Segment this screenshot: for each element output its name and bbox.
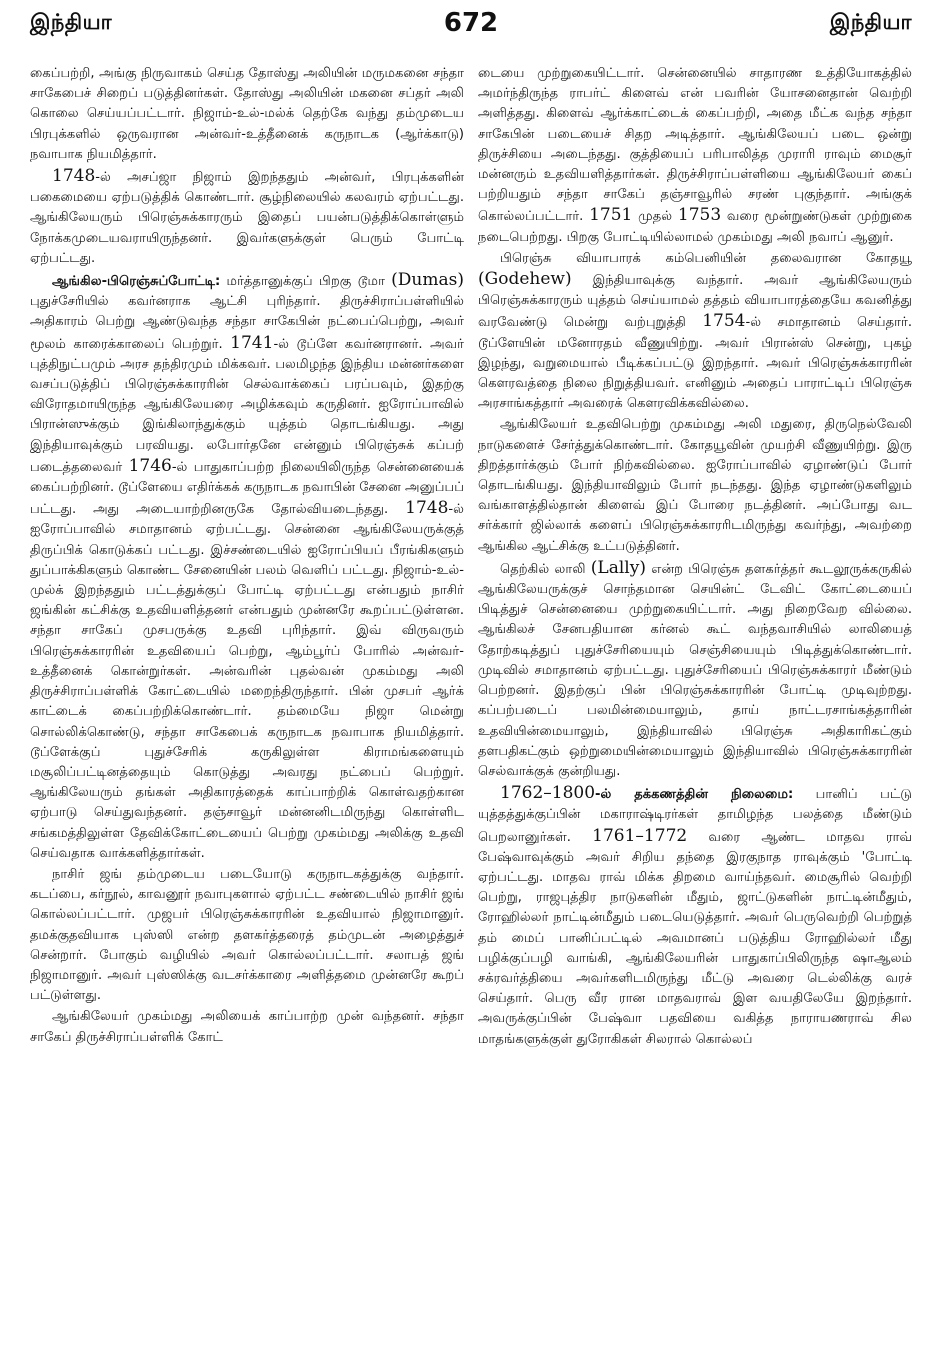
year: 1751 bbox=[589, 205, 633, 226]
year: 1753 bbox=[677, 205, 722, 226]
paragraph bbox=[478, 783, 912, 1050]
section-heading: -ல் தக்கணத்தின் நிலைமை: bbox=[595, 787, 794, 803]
paragraph bbox=[30, 166, 464, 269]
paragraph-text: டையை முற்றுகையிட்டார். சென்னையில் சாதாரண உத்தியோகத்தில் அமர்ந்திருந்த ராபர்ட் கிளைவ் என் பவரின் யோசனைதான் வெற்றி அளித்தது. கிளைவ் ஆர்க்காட்டைக் கைப்பற்றி, அதை மீட்க வந்த சந்தா சாகேபின் படையைச் சிதற அடித்தார். ஆங்கிலேயப் படை ஒன்று திருச்சியை அடைந்தது. குத்தியைப் பரிபாலித்த முராரி ராவும் மைசூர் மன்னரும் உதவியளித்தார்கள். திருச்சிராப்பள்ளியை ஆங்கிலேயர் கைப் பற்றியதும் சந்தா சாகேப் தஞ்சாவூரில் சரண் புகுந்தார். அங்குக் கொல்லப்பட்டார். bbox=[478, 66, 912, 225]
page-number: 672 bbox=[443, 8, 499, 38]
year-range: 1761–1772 bbox=[592, 825, 688, 846]
paragraph: நாசிர் ஜங் தம்முடைய படையோடு கருநாடகத்துக்கு வந்தார். கடப்பை, கர்நூல், காவனூர் நவாபுகளால் ஏற்பட்ட சண்டையில் நாசிர் ஜங் கொல்லப்பட்டார். முஜபர் பிரெஞ்சுக்காரரின் உதவியால் நிஜாமானுர். தமக்குதவியாக புஸ்ஸி என்ற தளகர்த்தரைத் தம்முடன் அழைத்துச் சென்றார். போகும் வழியில் அவர் கொல்லப்பட்டார். சலாபத் ஜங் நிஜாமானுர். அவர் புஸ்ஸிக்கு வடசர்க்காரை அளித்தமை முன்னரே கூறப் பட்டுள்ளது. bbox=[30, 866, 464, 1004]
paragraph-text: முதல் bbox=[632, 209, 678, 225]
paragraph: ஆங்கிலேயர் முகம்மது அலியைக் காப்பாற்ற முன் வந்தனர். சந்தா சாகேப் திருச்சிராப்பள்ளிக் கோட் bbox=[30, 1009, 464, 1045]
year: 1748 bbox=[405, 498, 449, 519]
paragraph-text: -ல் அசப்ஜா நிஜாம் இறந்ததும் அன்வர், பிரபுக்களின் பகைமையை ஏற்படுத்திக் கொண்டார். சூழ்நிலையில் கலவரம் ஏற்பட்டது. ஆங்கிலேயரும் பிரெஞ்சுக்காரரும் இதைப் பயன்படுத்திக்கொள்ளும் நோக்கமுடையவராயிருந்தனர். இவர்களுக்குள் பெரும் போட்டி ஏற்பட்டது. bbox=[30, 170, 464, 266]
right-column bbox=[478, 64, 912, 1356]
paragraph-text: பானிப் பட்டு யுத்தத்துக்குப்பின் மகாராஷ்டிரர்கள் தாமிழந்த பலத்தை மீண்டும் பெறலானுர்கள். bbox=[478, 787, 912, 845]
paragraph-text: என்ற பிரெஞ்சு தளகர்த்தர் கூடலூருக்கருகில் ஆங்கிலேயருக்குச் சொந்தமான செயின்ட் டேவிட் கோட்டையைப் பிடித்துச் சென்னையை முற்றுகையிட்டார். அது நிறைவேற வில்லை. ஆங்கிலச் சேனபதியான கர்னல் கூட் வந்தவாசியில் லாலியைத் தோற்கடித்துப் புதுச்சேரியையும் செஞ்சியையும் பிடித்துக்கொண்டார். முடிவில் சமாதானம் ஏற்பட்டது. புதுச்சேரியைப் பிரெஞ்சுக்காரர் மீண்டும் பெற்றனர். இதற்குப் பின் பிரெஞ்சுக்காரரின் போட்டி முடிவுற்றது. கப்பற்படைப் பலமின்மையாலும், தாய் நாட்டரசாங்கத்தாரின் உதவியின்மையாலும், இந்தியாவில் பிரெஞ்சு அதிகாரிகட்கும் தளபதிகட்கும் ஒற்றுமையின்மையாலும் இந்தியாவில் பிரெஞ்சுக்காரரின் செல்வாக்குக் குன்றியது. bbox=[478, 561, 912, 779]
latin-term: (Lally) bbox=[590, 557, 646, 578]
year-range: 1762–1800 bbox=[500, 783, 596, 804]
paragraph-text: வரை மூன்றுண்டுகள் முற்றுகை நடைபெற்றது. பிறகு போட்டியில்லாமல் முகம்மது அலி நவாப் ஆனுர். bbox=[478, 209, 912, 245]
year: 1748 bbox=[52, 166, 96, 187]
paragraph-text: பிரெஞ்சு வியாபாரக் கம்பெனியின் தலைவரான கோதயூ bbox=[500, 250, 912, 266]
paragraph-text: தெற்கில் லாலி bbox=[500, 561, 591, 577]
paragraph-text: -ல் டூப்ளே கவர்னரானர். அவர் புத்திநுட்பமும் அரச தந்திரமும் மிக்கவர். பலமிழந்த இந்திய மன்னர்களை வசப்படுத்திப் பிரெஞ்சுக்காரரின் செல்வாக்கைப் பரப்பவும், இதற்கு விரோதமாயிருந்த ஆங்கிலேயரை அழிக்கவும் கருதினர். ஐரோப்பாவில் பிரான்ஸுக்கும் இங்கிலாந்துக்கும் யுத்தம் தொடங்கியது. அது இந்தியாவுக்கும் பரவியது. லபோர்தனே என்னும் பிரெஞ்சுக் கப்பற் படைத்தலைவர் bbox=[30, 336, 464, 475]
latin-term: (Dumas) bbox=[391, 270, 464, 291]
paragraph bbox=[478, 64, 912, 248]
year: 1741 bbox=[230, 332, 274, 353]
left-column bbox=[30, 64, 464, 1356]
paragraph-text: மர்த்தானுக்குப் பிறகு டூமா bbox=[220, 274, 392, 290]
paragraph-text: புதுச்சேரியில் கவர்னராக ஆட்சி புரிந்தார். திருச்சிராப்பள்ளியில் அதிகாரம் பெற்று ஆண்டுவந்த சந்தா சாகேபின் நட்பைப்பெற்று, அவர் மூலம் காரைக்காலைப் பெற்றுர். bbox=[30, 294, 464, 352]
running-title-right: இந்தியா bbox=[829, 9, 912, 34]
year: 1746 bbox=[128, 455, 172, 476]
latin-term: (Godehew) bbox=[478, 269, 572, 290]
paragraph-text: இந்தியாவுக்கு வந்தார். அவர் ஆங்கிலேயரும் பிரெஞ்சுக்காரரும் யுத்தம் செய்யாமல் தத்தம் வியாபாரத்தையே கவனித்து வரவேண்டு மென்று வற்புறுத்தி bbox=[478, 273, 912, 331]
paragraph bbox=[30, 270, 464, 864]
paragraph-text: -ல் ஐரோப்பாவில் சமாதானம் ஏற்பட்டது. சென்னை ஆங்கிலேயருக்குத் திருப்பிக் கொடுக்கப் பட்டது. இச்சண்டையில் ஐரோப்பியப் பீரங்கிகளும் துப்பாக்கிகளும் கொண்ட சேனையின் பலம் வெளிப் பட்டது. நிஜாம்-உல்-முல்க் இறந்ததும் பட்டத்துக்குப் போட்டி ஏற்பட்டது என்பதும் நாசிர் ஜங்கின் கட்சிக்கு உதவியளித்தனர் என்பதும் முன்னரே கூறப்பட்டுள்ளன. சந்தா சாகேப் முசபருக்கு உதவி புரிந்தார். இவ் விருவரும் பிரெஞ்சுக்காரரின் உதவியைப் பெற்று, ஆம்பூர்ப் போரில் அன்வர்-உத்தீனைக் கொன்றுர்கள். அன்வரின் புதல்வன் முகம்மது அலி திருச்சிராப்பள்ளிக் கோட்டையில் மறைந்திருந்தார். பின் முசபர் ஆர்க் காட்டைக் கைப்பற்றிக்கொண்டார். தம்மையே நிஜா மென்று சொல்லிக்கொண்டு, சந்தா சாகேபைக் கருநாடக நவாபாக நியமித்தார். டூப்ளேக்குப் புதுச்சேரிக் கருகிலுள்ள கிராமங்களையும் மசூலிப்பட்டினத்தையும் கொடுத்து அவரது நட்பைப் பெற்றுர். ஆங்கிலேயரும் தங்கள் அதிகாரத்தைக் காப்பாற்றிக் கொள்வதற்கான ஏற்பாடு செய்துவந்தனர். தஞ்சாவூர் மன்னனிடமிருந்து கொள்ளிட சங்கமத்திலுள்ள தேவிக்கோட்டையைப் பெற்று முகம்மது அலிக்கு உதவி செய்வதாக வாக்களித்தார்கள். bbox=[30, 502, 464, 861]
paragraph: கைப்பற்றி, அங்கு நிருவாகம் செய்த தோஸ்து அலியின் மருமகனை சந்தா சாகேபைச் சிறைப் படுத்தினர்கள். தோஸ்து அலியின் மகனை சப்தர் அலி கொலை செய்யப்பட்டார். நிஜாம்-உல்-மல்க் தெற்கே வந்து தம்முடைய பிரபுக்களில் ஒருவரான அன்வர்-உத்தீனைக் கருநாடக (ஆர்க்காடு) நவாபாக நியமித்தார். bbox=[30, 66, 464, 162]
year: 1754 bbox=[702, 311, 746, 332]
paragraph-text: -ல் சமாதானம் செய்தார். டூப்ளேயின் மனோரதம் வீணுயிற்று. அவர் பிரான்ஸ் சென்று, புகழ் இழந்து, வறுமையால் பீடிக்கப்பட்டு இறந்தார். அவர் பிரெஞ்சுக்காரரின் கௌரவத்தை நிலை நிறுத்தியவர். எனினும் அதைப் பாராட்டிப் பிரெஞ்சு அரசாங்கத்தார் அவரைக் கௌரவிக்கவில்லை. bbox=[478, 315, 912, 412]
paragraph bbox=[478, 249, 912, 415]
paragraph bbox=[478, 558, 912, 782]
paragraph-text: -ல் பாதுகாப்பற்ற நிலையிலிருந்த சென்னையைக் கைப்பற்றினர். டூப்ளேயை எதிர்க்கக் கருநாடக நவாபின் சேனை அனுப்பப் பட்டது. அது அடையாற்றினருகே தோல்வியடைந்தது. bbox=[30, 459, 464, 518]
section-heading: ஆங்கில-பிரெஞ்சுப்போட்டி: bbox=[52, 274, 221, 290]
paragraph-text: வரை ஆண்ட மாதவ ராவ் பேஷ்வாவுக்கும் அவர் சிறிய தந்தை இரகுநாத ராவுக்கும் 'போட்டி ஏற்பட்டது. மாதவ ராவ் மிக்க திறமை வாய்ந்தவர். மைசூரில் வெற்றி பெற்று, ராஜபுத்திர நாடுகளின் மீதும், ஜாட்டுகளின் நாட்டின்மீதும், ரோஹில்லர் நாட்டின்மீதும் படையெடுத்தார். அவர் பெருவெற்றி பெற்றுத் தம் மைப் பானிப்பட்டில் அவமானப் படுத்திய ரோஹில்லர் மீது பழிக்குப்பழி வாங்கி, ஆங்கிலேயரின் பாதுகாப்பிலிருந்த ஷாஆலம் சக்ரவர்த்தியை அவர்களிடமிருந்து மீட்டு அவரை டெல்லிக்கு வரச் செய்தார். பெரு வீர ரான மாதவராவ் இள வயதிலேயே இறந்தார். அவருக்குப்பின் பேஷ்வா பதவியை வகித்த நாராயணராவ் சில மாதங்களுக்குள் துரோகிகள் சிலரால் கொல்லப் bbox=[478, 829, 912, 1047]
paragraph: ஆங்கிலேயர் உதவிபெற்று முகம்மது அலி மதுரை, திருநெல்வேலி நாடுகளைச் சேர்த்துக்கொண்டார். கோதயூவின் முயற்சி வீணுயிற்று. இரு திறத்தார்க்கும் போர் நிற்கவில்லை. ஐரோப்பாவில் ஏழாண்டுப் போர் தொடங்கியது. இந்தியாவிலும் போர் நடந்தது. இந்த ஏழாண்டுகளிலும் வங்காளத்தில்தான் கிளைவ் இப் போரை நடத்தினர். அப்போது வட சர்க்கார் ஜில்லாக் களைப் பிரெஞ்சுக்காரரிடமிருந்து கவர்ந்து, அவற்றை ஆங்கில ஆட்சிக்கு உட்படுத்தினர். bbox=[478, 417, 912, 554]
running-title-left: இந்தியா bbox=[30, 9, 113, 34]
running-head bbox=[30, 6, 912, 40]
